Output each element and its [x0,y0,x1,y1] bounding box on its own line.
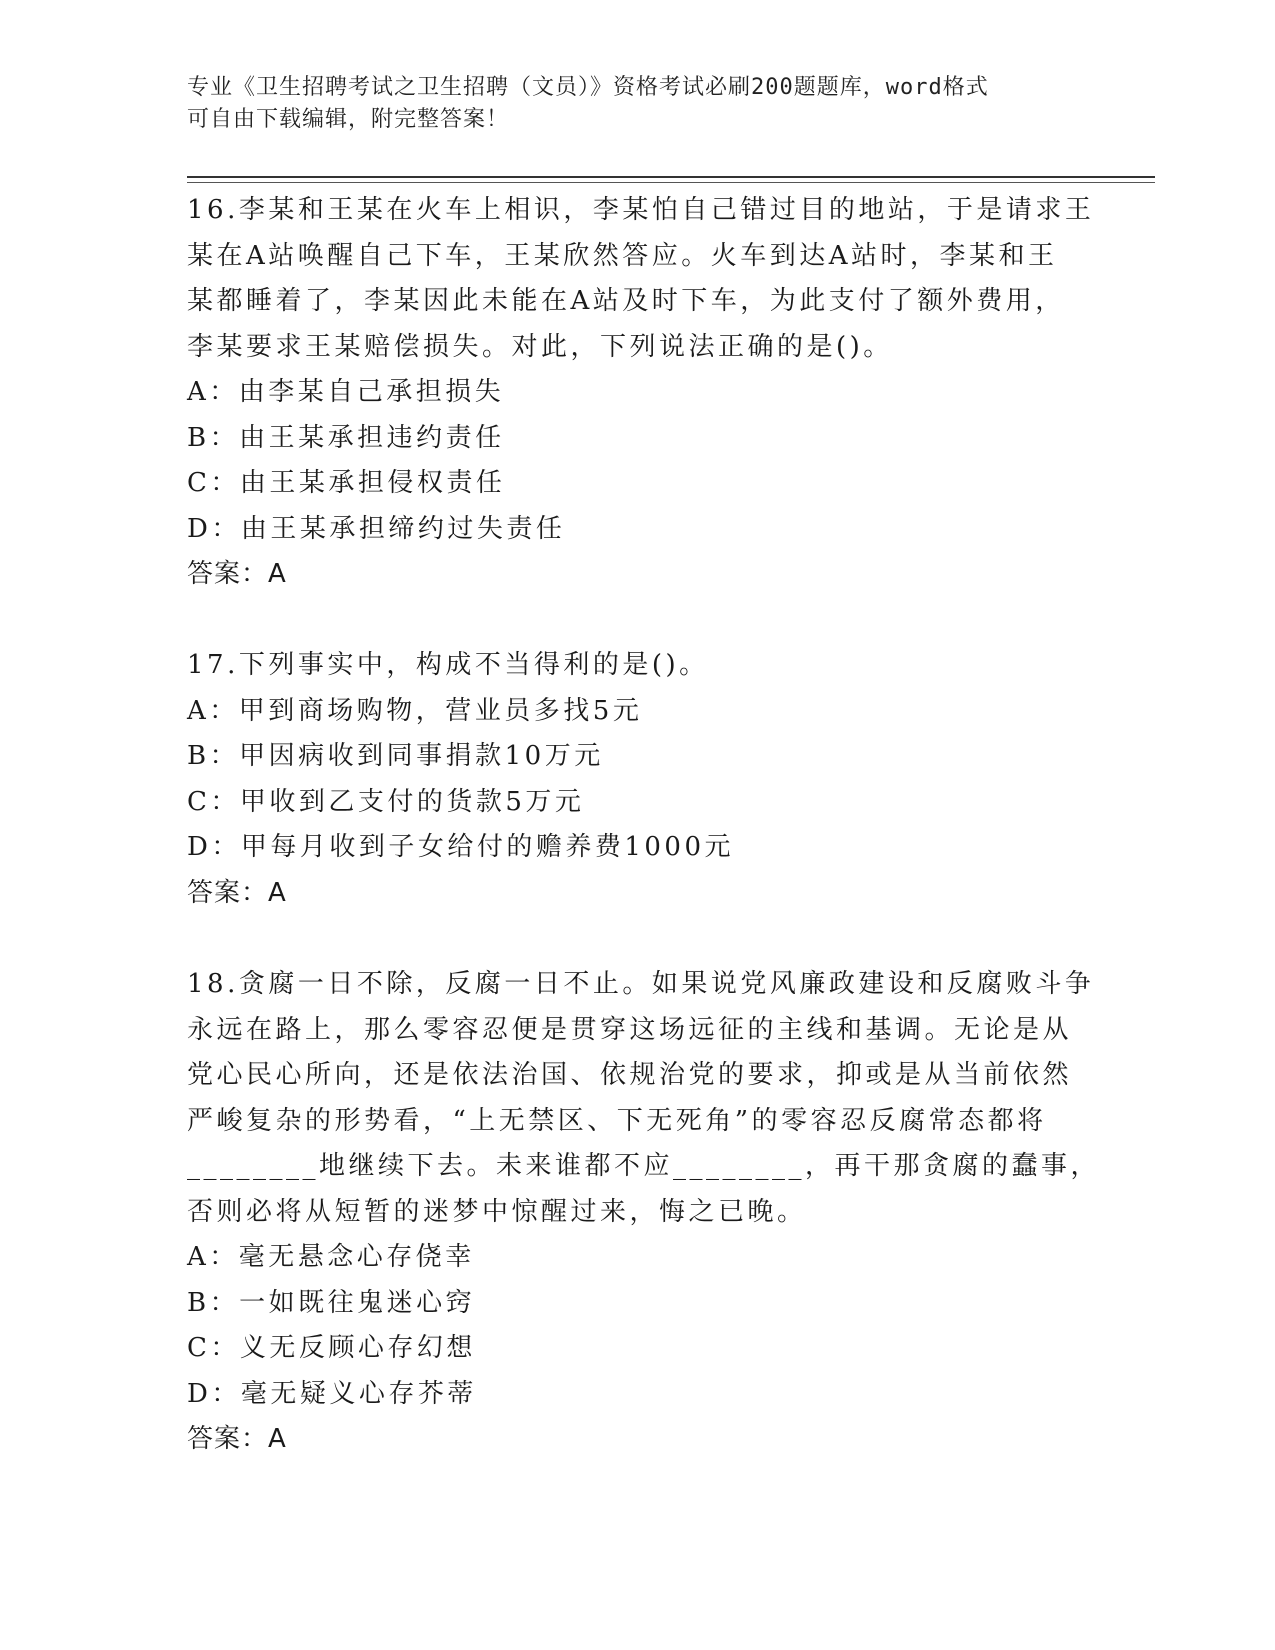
option-d: D：毫无疑义心存芥蒂 [187,1378,477,1409]
question-text-line: 某在A站唤醒自己下车，王某欣然答应。火车到达A站时，李某和王 [187,240,1058,271]
option-a: A：由李某自己承担损失 [187,377,505,407]
question-text-line: 党心民心所向，还是依法治国、依规治党的要求，抑或是从当前依然 [187,1060,1073,1090]
question-18 [187,962,1101,1463]
question-text-line: 某都睡着了，李某因此未能在A站及时下车，为此支付了额外费用， [187,286,1065,316]
question-text-line: 17.下列事实中，构成不当得利的是()。 [187,650,709,680]
header-line-1: 专业《卫生招聘考试之卫生招聘（文员）》资格考试必刷200题题库，word格式 [187,75,989,100]
question-17 [187,643,1087,916]
document-header [187,72,1087,136]
option-b: B：甲因病收到同事捐款10万元 [187,741,604,771]
question-text-line: ________地继续下去。未来谁都不应________，再干那贪腐的蠢事， [187,1151,1101,1181]
option-c: C：由王某承担侵权责任 [187,468,506,498]
answer-line: 答案：A [187,559,287,589]
option-b: B：由王某承担违约责任 [187,422,505,453]
header-divider-thick [187,176,1155,178]
question-16 [187,188,1095,598]
question-text-line: 严峻复杂的形势看，“上无禁区、下无死角”的零容忍反腐常态都将 [187,1105,1047,1136]
option-d: D：由王某承担缔约过失责任 [187,513,566,544]
question-text-line: 永远在路上，那么零容忍便是贯穿这场远征的主线和基调。无论是从 [187,1014,1073,1045]
answer-line: 答案：A [187,1424,287,1454]
question-text-line: 18.贪腐一日不除，反腐一日不止。如果说党风廉政建设和反腐败斗争 [187,969,1095,999]
header-divider-thin [187,182,1155,183]
header-line-2: 可自由下载编辑，附完整答案！ [187,107,510,132]
question-text-line: 否则必将从短暂的迷梦中惊醒过来，悔之已晚。 [187,1196,807,1227]
option-b: B：一如既往鬼迷心窍 [187,1287,476,1318]
option-c: C：义无反顾心存幻想 [187,1333,476,1363]
answer-line: 答案：A [187,877,287,908]
option-c: C：甲收到乙支付的货款5万元 [187,786,585,817]
option-a: A：甲到商场购物，营业员多找5元 [187,695,643,726]
question-text-line: 李某要求王某赔偿损失。对此，下列说法正确的是()。 [187,331,893,362]
question-text-line: 16.李某和王某在火车上相识，李某怕自己错过目的地站，于是请求王 [187,195,1095,225]
option-d: D：甲每月收到子女给付的赡养费1000元 [187,832,735,862]
option-a: A：毫无悬念心存侥幸 [187,1242,475,1272]
